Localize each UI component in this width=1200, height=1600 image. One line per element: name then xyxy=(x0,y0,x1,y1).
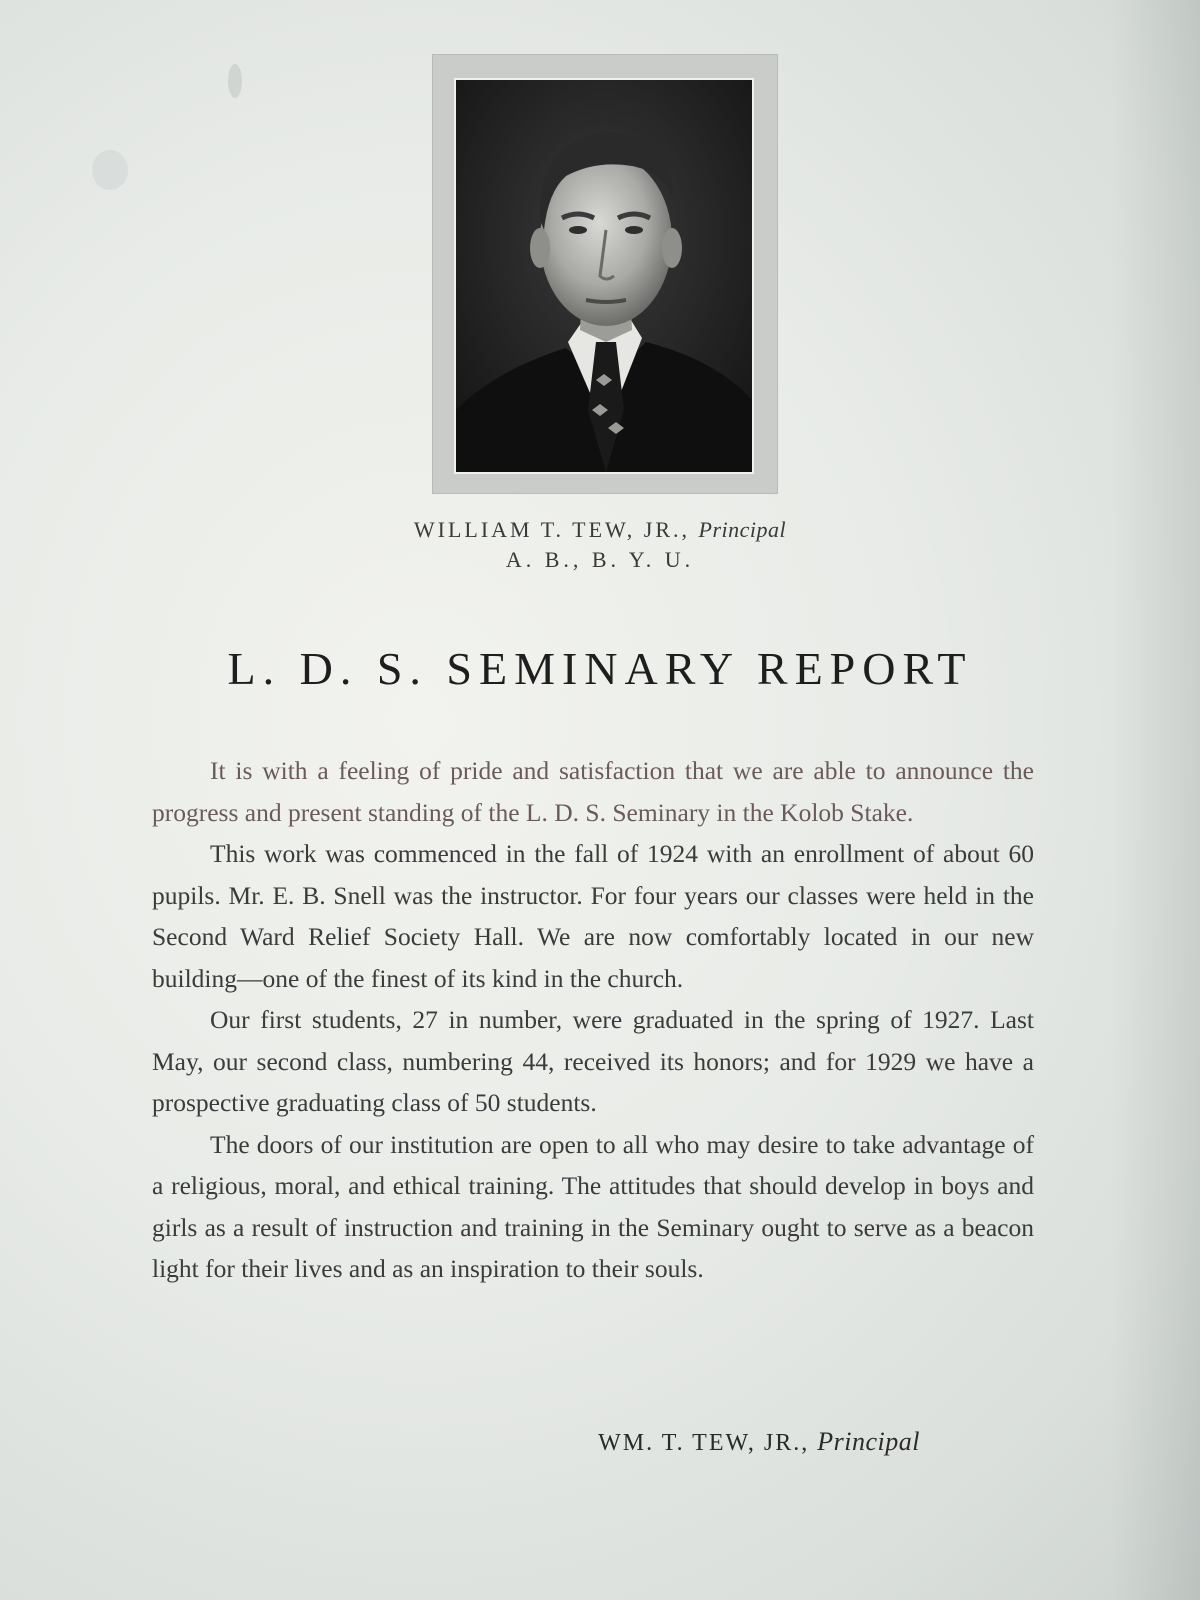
page-title: L. D. S. SEMINARY REPORT xyxy=(227,643,973,694)
report-paragraph: The doors of our institution are open to all who may desire to take advantage of a religious, moral, and ethical training. The attitudes that should develop in boys and girls as a result of instruction and training in the Seminary ought to serve as a beacon light for their lives and as an inspiration to their souls. xyxy=(152,1129,1034,1283)
page-smudge xyxy=(228,64,242,98)
portrait-frame xyxy=(432,54,778,494)
signature xyxy=(560,1427,920,1457)
caption-role-text: Principal xyxy=(698,517,787,542)
page-smudge xyxy=(92,150,128,190)
principal-portrait-photo xyxy=(454,78,754,474)
portrait-illustration xyxy=(456,80,752,472)
caption-name-text: WILLIAM T. TEW, JR., xyxy=(413,517,690,542)
report-paragraph: This work was commenced in the fall of 1924 with an enrollment of about 60 pupils. Mr. E. B. Snell was the instructor. For four years our classes were held in the Second Ward Relief Society Hall. We are now comfortably located in our new building—one of the finest of its kind in the church. xyxy=(152,839,1034,993)
signature-role: Principal xyxy=(817,1427,920,1456)
report-paragraph: It is with a feeling of pride and satisfaction that we are able to announce the progress and present standing of the L. D. S. Seminary in the Kolob Stake. xyxy=(152,756,1034,827)
report-paragraph: Our first students, 27 in number, were graduated in the spring of 1927. Last May, our second class, numbering 44, received its honors; and for 1929 we have a prospective graduating class of 50 students. xyxy=(152,1005,1034,1117)
report-body xyxy=(152,750,1034,1290)
portrait-caption-name xyxy=(300,517,900,543)
portrait-caption-degree: A. B., B. Y. U. xyxy=(505,547,695,572)
signature-name: WM. T. TEW, JR., xyxy=(598,1430,810,1456)
